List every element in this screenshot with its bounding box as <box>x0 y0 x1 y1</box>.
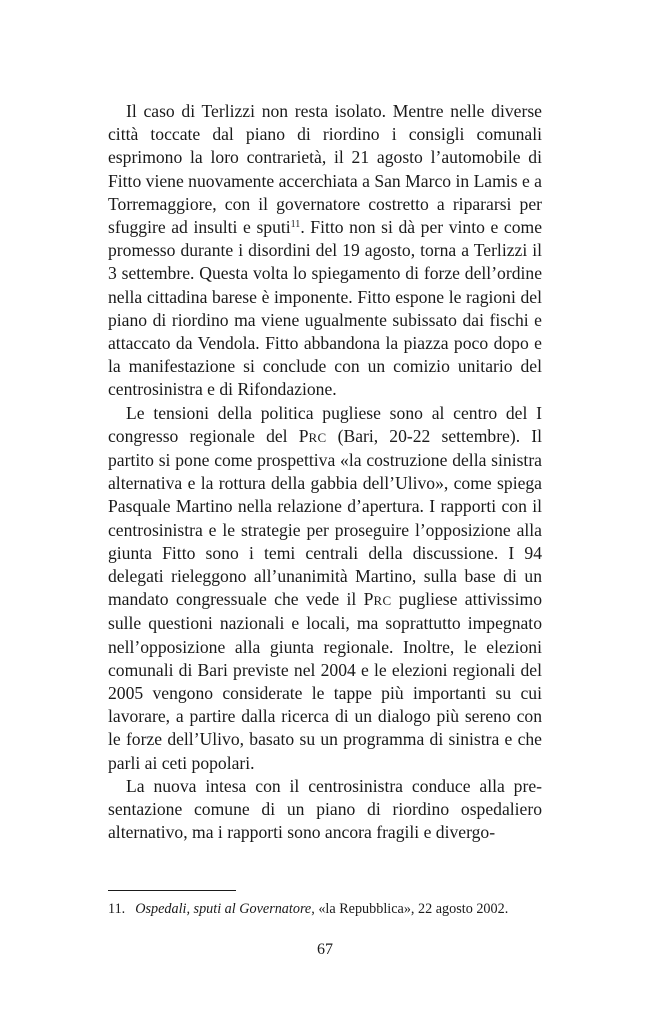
paragraph-2-text: Le tensioni della politica pugliese sono al centro del I congresso regionale del <box>108 402 542 446</box>
footnote-reference[interactable]: 11 <box>290 219 301 231</box>
footnote-source: , «la Repubblica», 22 agosto 2002. <box>311 901 509 917</box>
paragraph-2 <box>108 402 542 775</box>
paragraph-2-text-continued: (Bari, 20-22 settembre). Il partito si pone come prospettiva «la costruzione della sinistra alternativa e la rottura della gabbia dell’Ulivo», come spiega Pasquale Martino nella relazione d’apertura. I rapporti con il centrosinistra e le strategie per proseguire l’opposizione alla giunta Fitto sono i temi centrali della discussione. I 94 delegati rieleggono all’unanimità Martino, sulla base di un mandato congressuale che vede il <box>108 425 542 610</box>
paragraph-1-text-continued: . Fitto non si dà per vinto e come promesso durante i disordini del 19 agosto, torna a Terlizzi il 3 settembre. Questa volta lo spiegamento di forze dell’ordine nella cittadina barese è imponente. Fitto espone le ragioni del piano di riordino ma viene ugualmente subissato dai fischi e attaccato da Vendola. Fitto abbandona la piazza poco dopo e la manifestazione si conclude con un comizio unitario del centrosinistra e di Rifondazione. <box>108 217 542 400</box>
paragraph-1-text: Il caso di Terlizzi non resta isolato. Mentre nelle diverse città toccate dal piano di riordino i consigli comunali esprimono la loro contrarietà, il 21 agosto l’automobile di Fitto viene nuovamente accerchiata a San Marco in Lamis e a Torremaggiore, con il governatore costretto a ripararsi per sfuggire ad insulti e sputi <box>108 101 542 238</box>
page-number: 67 <box>317 941 333 958</box>
paragraph-1 <box>108 100 542 402</box>
footnote-title: Ospedali, sputi al Governatore <box>135 901 312 917</box>
footnote-divider <box>108 890 236 891</box>
page-body <box>108 100 542 845</box>
party-abbreviation: PRC <box>363 589 392 610</box>
paragraph-3: La nuova intesa con il centrosinistra conduce alla presentazione comune di un piano di riordino ospedaliero alternativo, ma i rapporti sono ancora fragili e divergo- <box>108 775 542 843</box>
footnote <box>108 900 548 918</box>
paragraph-2-text-end: pugliese attivissimo sulle questioni nazionali e locali, ma soprattutto impegnato nell’opposizione alla giunta regionale. Inoltre, le elezioni comunali di Bari previste nel 2004 e le elezioni regionali del 2005 vengono considerate le tappe più importanti su cui lavorare, a partire dalla ricerca di un dialogo più sereno con le forze dell’Ulivo, basato su un programma di sinistra e che parli ai ceti popolari. <box>108 589 543 773</box>
footnote-number: 11. <box>108 901 126 917</box>
party-abbreviation: PRC <box>298 425 327 446</box>
